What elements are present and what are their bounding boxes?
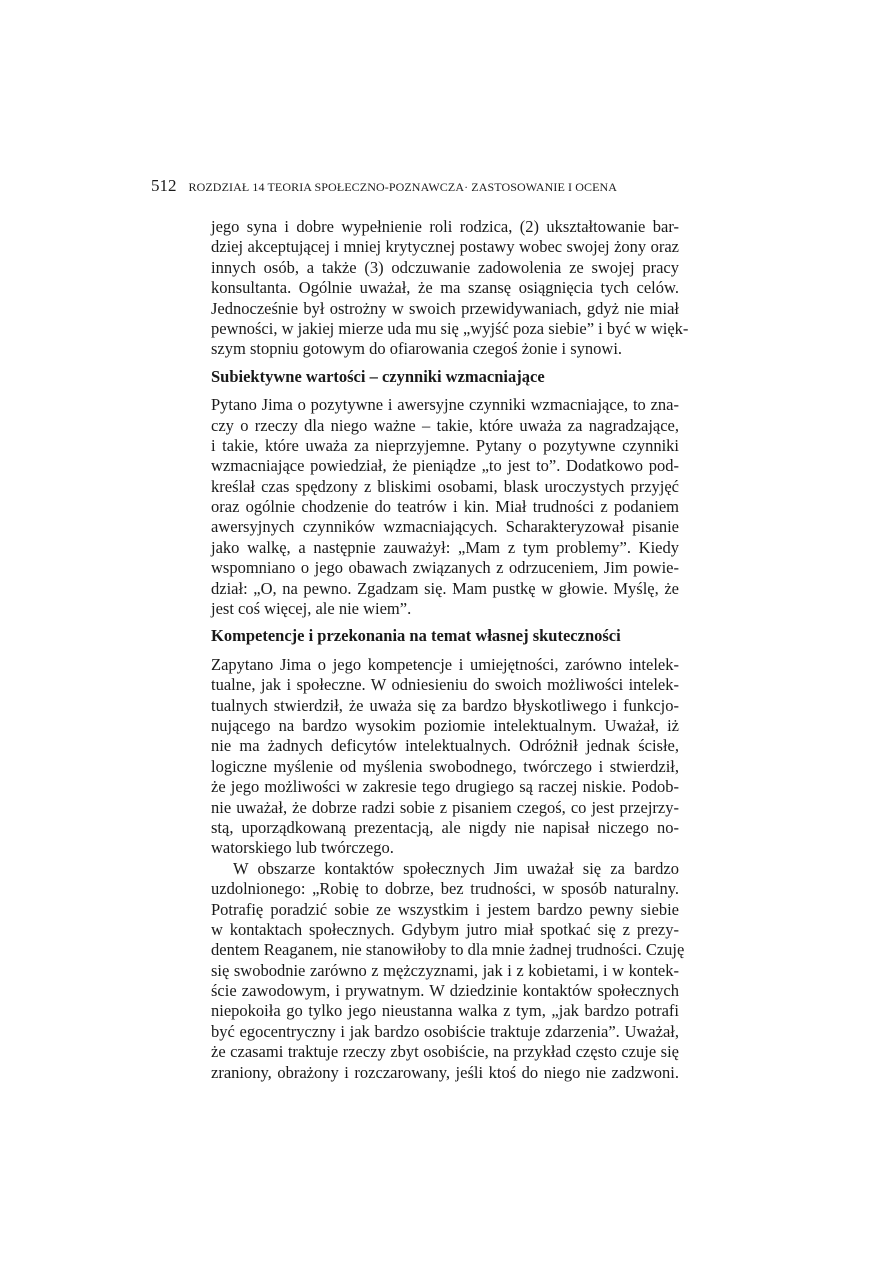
text-line: tualne, jak i społeczne. W odniesieniu do swoich możliwości intelek-: [211, 675, 679, 695]
text-line: innych osób, a także (3) odczuwanie zadowolenia ze swojej pracy: [211, 257, 679, 277]
text-line: W obszarze kontaktów społecznych Jim uważał się za bardzo: [233, 858, 679, 878]
text-line: że jego możliwości w zakresie tego drugiego są raczej niskie. Podob-: [211, 777, 679, 797]
text-line: konsultanta. Ogólnie uważał, że ma szansę osiągnięcia tych celów.: [211, 278, 679, 298]
text-line: Potrafię poradzić sobie ze wszystkim i jestem bardzo pewny siebie: [211, 899, 679, 919]
text-line: jego syna i dobre wypełnienie roli rodzica, (2) ukształtowanie bar-: [211, 217, 679, 236]
text-line: oraz ogólnie chodzenie do teatrów i kin. Miał trudności z podaniem: [211, 497, 679, 517]
text-line: zraniony, obrażony i rozczarowany, jeśli ktoś do niego nie zadzwoni.: [211, 1062, 679, 1082]
text-line: jako walkę, a następnie zauważył: „Mam z tym problemy”. Kiedy: [211, 537, 679, 557]
text-line: jest coś więcej, ale nie wiem”.: [211, 599, 412, 619]
paragraph-goals: [211, 217, 689, 360]
text-line: wspomniano o jego obawach związanych z odrzuceniem, Jim powie-: [211, 558, 679, 578]
running-head: [151, 176, 617, 196]
page-number: 512: [151, 176, 177, 195]
text-line: kreślał czas spędzony z bliskimi osobami, blask uroczystych przyjęć: [211, 476, 679, 496]
text-line: logiczne myślenie od myślenia swobodnego, twórczego i stwierdził,: [211, 756, 679, 776]
text-line: dziej akceptującej i mniej krytycznej postawy wobec swojej żony oraz: [211, 237, 679, 257]
text-line: Jednocześnie był ostrożny w swoich przewidywaniach, gdyż nie miał: [211, 298, 679, 318]
text-line: i takie, które uważa za nieprzyjemne. Pytany o pozytywne czynniki: [211, 435, 679, 455]
text-line: się swobodnie zarówno z mężczyznami, jak i z kobietami, i w kontek-: [211, 960, 679, 980]
text-line: niepokoiła go tylko jego nieustanna walka z tym, „jak bardzo potrafi: [211, 1001, 679, 1021]
text-line: Pytano Jima o pozytywne i awersyjne czynniki wzmacniające, to zna-: [211, 395, 679, 415]
text-line: nie ma żadnych deficytów intelektualnych. Odróżnił jednak ścisłe,: [211, 736, 679, 756]
text-line: być egocentryczny i jak bardzo osobiście traktuje zdarzenia”. Uważał,: [211, 1021, 679, 1041]
section-heading-values: Subiektywne wartości – czynniki wzmacniające: [211, 366, 545, 386]
text-line: dział: „O, na pewno. Zgadzam się. Mam pustkę w głowie. Myślę, że: [211, 578, 679, 598]
text-line: w kontaktach społecznych. Gdybym jutro miał spotkać się z prezy-: [211, 919, 679, 939]
text-line: ście zawodowym, i prywatnym. W dziedzinie kontaktów społecznych: [211, 981, 679, 1001]
text-line: czy o rzeczy dla niego ważne – takie, które uważa za nagradzające,: [211, 415, 679, 435]
paragraph-competence-intellectual: [211, 655, 679, 859]
body-text: [211, 217, 689, 1083]
text-line: awersyjnych czynników wzmacniających. Scharakteryzował pisanie: [211, 517, 679, 537]
text-line: że czasami traktuje rzeczy zbyt osobiście, na przykład często czuje się: [211, 1042, 679, 1062]
text-line: wzmacniające powiedział, że pieniądze „to jest to”. Dodatkowo pod-: [211, 456, 679, 476]
text-line: nującego na bardzo wysokim poziomie intelektualnym. Uważał, iż: [211, 716, 679, 736]
section-heading-competence: Kompetencje i przekonania na temat własnej skuteczności: [211, 626, 621, 646]
text-line: watorskiego lub twórczego.: [211, 838, 394, 858]
text-line: tualnych stwierdził, że uważa się za bardzo błyskotliwego i funkcjo-: [211, 695, 679, 715]
text-line: uzdolnionego: „Robię to dobrze, bez trudności, w sposób naturalny.: [211, 879, 679, 899]
text-line: dentem Reaganem, nie stanowiłoby to dla mnie żadnej trudności. Czuję: [211, 940, 685, 960]
text-line: szym stopniu gotowym do ofiarowania czegoś żonie i synowi.: [211, 339, 623, 359]
text-line: pewności, w jakiej mierze uda mu się „wyjść poza siebie” i być w więk-: [211, 318, 689, 338]
text-line: nie uważał, że dobrze radzi sobie z pisaniem czegoś, co jest przejrzy-: [211, 797, 679, 817]
text-line: Zapytano Jima o jego kompetencje i umiejętności, zarówno intelek-: [211, 654, 679, 674]
running-title: ROZDZIAŁ 14 TEORIA SPOŁECZNO-POZNAWCZA· ZASTOSOWANIE I OCENA: [188, 180, 618, 194]
text-line: stą, uporządkowaną prezentacją, ale nigdy nie napisał niczego no-: [211, 817, 679, 837]
paragraph-values: [211, 395, 679, 619]
paragraph-competence-social: [211, 858, 685, 1083]
